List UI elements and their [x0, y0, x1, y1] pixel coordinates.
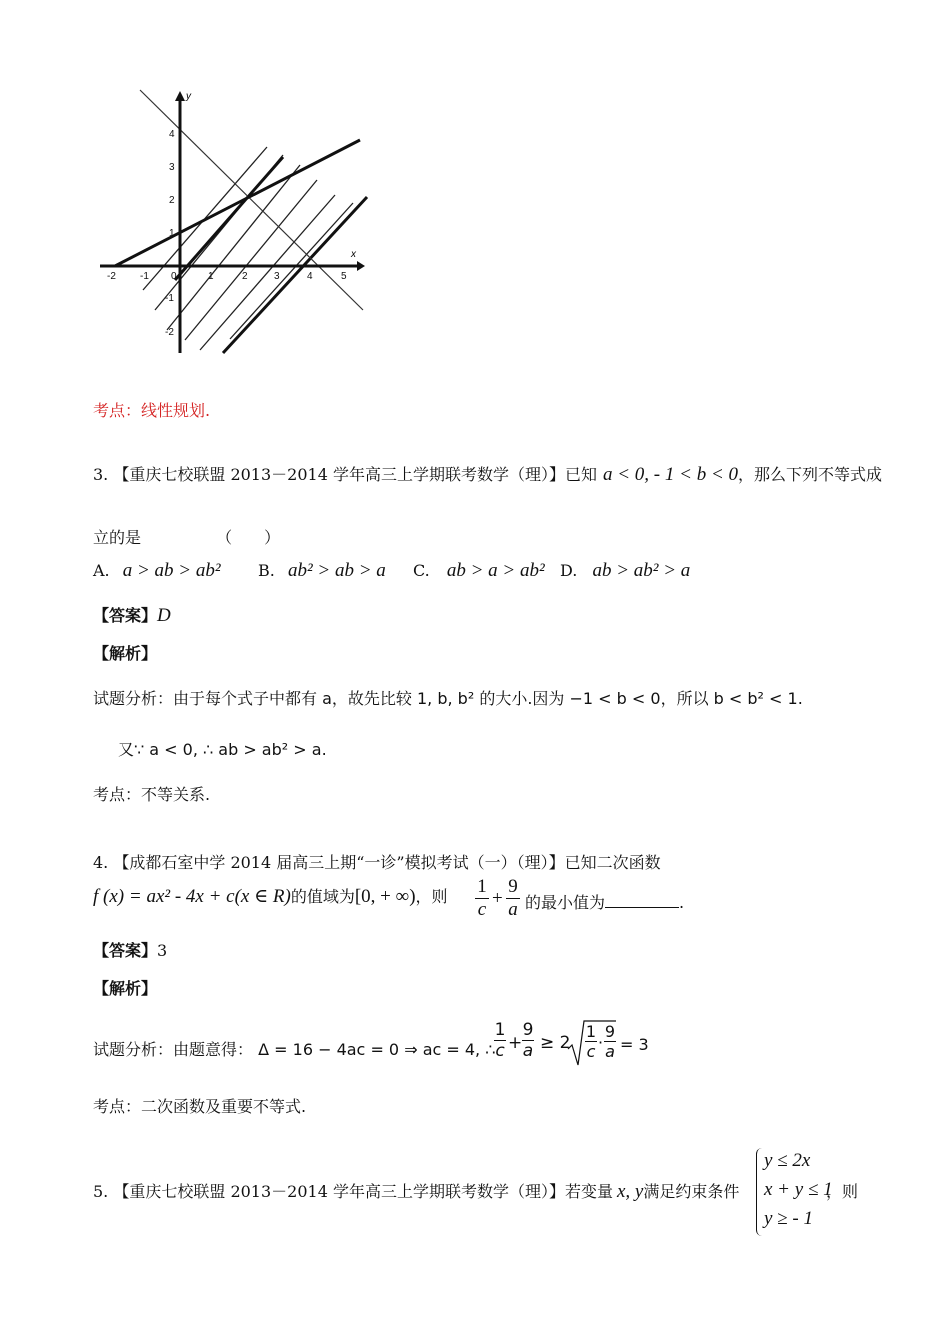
option-label: A. — [93, 561, 110, 580]
frac-num: 9 — [522, 1020, 534, 1040]
q3-option-b — [258, 560, 386, 582]
x-tick: 0 — [171, 271, 177, 282]
frac-num: 1 — [494, 1020, 506, 1040]
q4-answer — [93, 938, 167, 961]
constraint-3: y ≥ - 1 — [764, 1208, 813, 1229]
q4-min-text: 的最小值为 — [525, 893, 606, 912]
q3-paren: （ ） — [216, 528, 281, 547]
q4-plus: + — [492, 888, 503, 909]
y-axis-arrow — [175, 91, 185, 101]
answer-blank — [605, 893, 679, 908]
option-expr: a > ab > ab² — [122, 560, 221, 581]
q3-answer — [93, 603, 171, 627]
q5-cond-text: 满足约束条件 — [643, 1182, 740, 1201]
q3-condition: a < 0, - 1 < b < 0 — [602, 464, 739, 485]
x-tick: -1 — [140, 271, 149, 282]
q4-source: 【成都石室中学 2014 届高三上期“一诊”模拟考试（一）（理）】已知二次函数 — [113, 853, 661, 872]
q4-range: [0, + ∞) — [354, 886, 416, 907]
q5-constraint-system — [756, 1148, 836, 1238]
q4-analysis-expr: Δ = 16 − 4ac = 0 ⇒ ac = 4, ∴ — [258, 1040, 496, 1059]
q5-question — [93, 1179, 739, 1203]
option-label: C. — [413, 561, 430, 580]
option-label: B. — [258, 561, 275, 580]
frac-den: a — [522, 1041, 534, 1061]
frac-den: a — [605, 1042, 615, 1061]
answer-value: D — [157, 605, 171, 626]
q4-analysis-prefix: 试题分析：由题意得： — [93, 1040, 254, 1059]
q3-line2 — [93, 525, 280, 548]
frac-num: 1 — [585, 1022, 597, 1041]
x-tick: 4 — [307, 271, 313, 282]
q3-number: 3. — [93, 465, 109, 484]
q4-function: f (x) = ax² - 4x + c(x ∈ R) — [93, 886, 291, 907]
q3-tail: ，那么下列不等式成 — [738, 465, 883, 484]
constraint-2: x + y ≤ 1 — [764, 1179, 833, 1200]
y-tick: 2 — [169, 195, 175, 206]
q3-option-d — [560, 560, 690, 582]
q4-min — [525, 890, 684, 913]
x-tick: 2 — [242, 271, 248, 282]
q4-an-result: = 3 — [620, 1035, 649, 1054]
q4-then: ，则 — [415, 887, 448, 906]
q5-then: ，则 — [826, 1182, 859, 1201]
answer-value: 3 — [157, 941, 168, 960]
x-tick: 1 — [208, 271, 214, 282]
q5-vars: x, y — [616, 1181, 644, 1202]
q3-question — [93, 462, 882, 486]
q4-an-frac2 — [522, 1020, 534, 1061]
option-expr: ab² > ab > a — [287, 560, 386, 581]
y-tick: -1 — [165, 293, 174, 304]
frac-den: c — [495, 1041, 505, 1061]
y-axis-label: y — [186, 91, 191, 102]
x-tick: 3 — [274, 271, 280, 282]
frac-den: c — [586, 1042, 596, 1061]
x-tick: 5 — [341, 271, 347, 282]
y-tick: 3 — [169, 162, 175, 173]
q4-an-frac1 — [494, 1020, 506, 1061]
frac-num: 1 — [477, 876, 487, 897]
q5-number: 5. — [93, 1182, 109, 1201]
q4-analysis-label: 【解析】 — [93, 979, 158, 998]
q2-kaodian: 考点：线性规划. — [93, 401, 211, 420]
option-label: D. — [560, 561, 578, 580]
q4-analysis — [93, 1037, 495, 1060]
q4-question — [93, 850, 661, 873]
q4-frac2 — [506, 876, 520, 921]
q4-sqrt-frac1 — [585, 1022, 597, 1061]
x-axis-arrow — [357, 261, 365, 271]
answer-label: 【答案】 — [93, 941, 158, 960]
frac-num: 9 — [508, 876, 518, 897]
q4-line2 — [93, 884, 448, 908]
q4-number: 4. — [93, 853, 109, 872]
q3-analysis-label: 【解析】 — [93, 644, 158, 663]
frac-den: c — [475, 898, 489, 921]
frac-num: 9 — [604, 1022, 616, 1041]
boundary-line-upper — [175, 157, 283, 280]
q4-sqrt-frac2 — [604, 1022, 616, 1061]
x-tick: -2 — [107, 271, 116, 282]
q3-line2-text: 立的是 — [93, 528, 142, 547]
x-axis-label: x — [351, 249, 356, 260]
q4-an-ge: ≥ 2 — [540, 1033, 571, 1053]
q4-kaodian: 考点：二次函数及重要不等式. — [93, 1097, 307, 1116]
q3-option-a — [93, 560, 221, 582]
q3-analysis-line2: 又∵ a < 0, ∴ ab > ab² > a. — [118, 740, 327, 759]
answer-label: 【答案】 — [93, 606, 158, 625]
q4-sqrt-dot: · — [598, 1033, 604, 1052]
q3-option-c — [413, 560, 545, 582]
q4-range-text: 的值域为 — [290, 887, 355, 906]
q4-frac1 — [475, 876, 489, 921]
option-expr: ab > a > ab² — [446, 560, 545, 581]
q4-period: . — [679, 893, 685, 912]
q4-an-plus: + — [508, 1033, 523, 1053]
q3-kaodian: 考点：不等关系. — [93, 785, 211, 804]
y-tick: -2 — [165, 327, 174, 338]
option-expr: ab > ab² > a — [592, 560, 691, 581]
frac-den: a — [506, 898, 520, 921]
q3-source: 【重庆七校联盟 2013－2014 学年高三上学期联考数学（理）】已知 — [113, 465, 597, 484]
q3-analysis-line1: 试题分析：由于每个式子中都有 a，故先比较 1, b, b² 的大小.因为 −1 < b < 0，所以 b < b² < 1. — [93, 689, 803, 708]
y-tick: 4 — [169, 129, 175, 140]
y-tick: 1 — [169, 228, 175, 239]
q5-source: 【重庆七校联盟 2013－2014 学年高三上学期联考数学（理）】若变量 — [113, 1182, 613, 1201]
linear-programming-graph — [95, 85, 370, 360]
line-y-half-x-plus-1 — [115, 140, 360, 266]
constraint-1: y ≤ 2x — [764, 1150, 811, 1171]
